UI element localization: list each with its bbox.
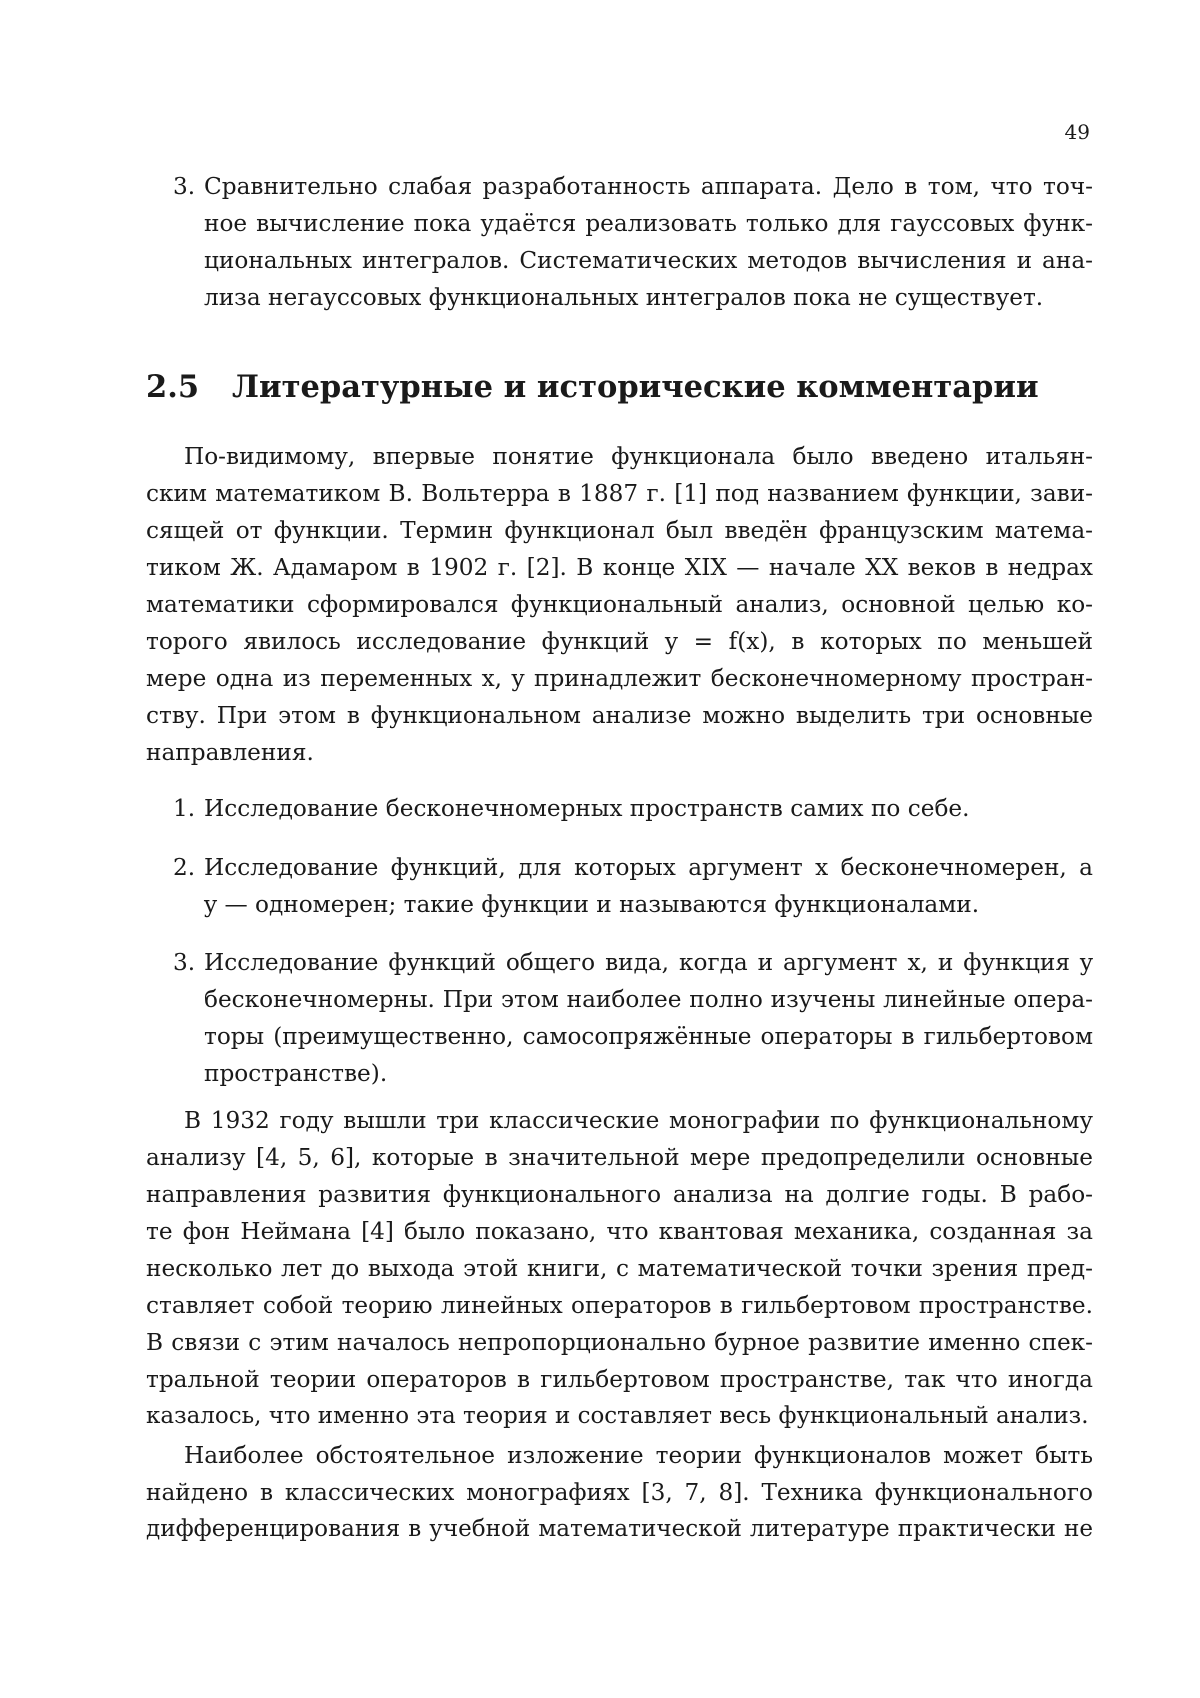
text-line: найдено в классических монографиях [3, 7, 8]. Техника функционального xyxy=(146,1479,1093,1506)
paragraph-3 xyxy=(146,1437,1093,1548)
text-line: казалось, что именно эта теория и составляет весь функциональный анализ. xyxy=(146,1403,1089,1429)
paragraph-1 xyxy=(146,438,1093,771)
text-line: сящей от функции. Термин функционал был введён французским матема- xyxy=(146,517,1093,544)
directions-list-item-2 xyxy=(146,849,1093,923)
text-line: математики сформировался функциональный анализ, основной целью ко- xyxy=(146,591,1093,618)
text-line: тральной теории операторов в гильбертовом пространстве, так что иногда xyxy=(146,1366,1093,1393)
list-item-number: 2. xyxy=(173,854,196,881)
text-line: ским математиком В. Вольтерра в 1887 г. [1] под названием функции, зави- xyxy=(146,480,1093,507)
text-line: направления. xyxy=(146,739,314,766)
text-line: ное вычисление пока удаётся реализовать только для гауссовых функ- xyxy=(204,210,1093,237)
text-line: пространстве). xyxy=(204,1060,388,1087)
text-line: направления развития функционального анализа на долгие годы. В рабо- xyxy=(146,1181,1093,1208)
list-item-number: 3. xyxy=(173,949,196,976)
text-line: лиза негауссовых функциональных интегралов пока не существует. xyxy=(204,284,1044,311)
text-line: анализу [4, 5, 6], которые в значительной мере предопределили основные xyxy=(146,1144,1093,1171)
text-line: ству. При этом в функциональном анализе можно выделить три основные xyxy=(146,702,1093,729)
paragraph-2 xyxy=(146,1102,1093,1435)
section-heading xyxy=(146,367,1093,407)
text-line: В 1932 году вышли три классические монографии по функциональному xyxy=(184,1107,1093,1134)
text-line: В связи с этим началось непропорционально бурное развитие именно спек- xyxy=(146,1329,1093,1356)
text-line: Наиболее обстоятельное изложение теории функционалов может быть xyxy=(184,1442,1093,1469)
list-item-number: 3. xyxy=(173,173,196,200)
text-line: те фон Неймана [4] было показано, что квантовая механика, созданная за xyxy=(146,1218,1093,1245)
text-line: Исследование функций общего вида, когда и аргумент x, и функция y xyxy=(204,949,1093,976)
text-line: Исследование функций, для которых аргумент x бесконечномерен, а xyxy=(204,854,1093,881)
text-line: Исследование бесконечномерных пространств самих по себе. xyxy=(204,795,970,822)
list-item-number: 1. xyxy=(173,795,196,822)
section-number: 2.5 xyxy=(146,369,200,405)
text-line: бесконечномерны. При этом наиболее полно изучены линейные опера- xyxy=(204,986,1093,1013)
text-line: мере одна из переменных x, y принадлежит бесконечномерному простран- xyxy=(146,665,1093,692)
text-line: Сравнительно слабая разработанность аппарата. Дело в том, что точ- xyxy=(204,173,1093,200)
text-line: тиком Ж. Адамаром в 1902 г. [2]. В конце XIX — начале XX веков в недрах xyxy=(146,554,1093,581)
section-title: Литературные и исторические комментарии xyxy=(232,369,1039,405)
directions-list-item-3 xyxy=(146,944,1093,1092)
text-line: y — одномерен; такие функции и называются функционалами. xyxy=(204,891,980,918)
text-line: дифференцирования в учебной математической литературе практически не xyxy=(146,1516,1093,1542)
text-line: торы (преимущественно, самосопряжённые операторы в гильбертовом xyxy=(204,1023,1093,1050)
text-line: По-видимому, впервые понятие функционала было введено итальян- xyxy=(184,443,1093,470)
page-number: 49 xyxy=(1064,120,1090,144)
text-line: ставляет собой теорию линейных операторов в гильбертовом пространстве. xyxy=(146,1292,1093,1319)
text-line: циональных интегралов. Систематических методов вычисления и ана- xyxy=(204,247,1093,274)
top-list-item xyxy=(146,168,1093,316)
text-line: торого явилось исследование функций y = f(x), в которых по меньшей xyxy=(146,628,1093,655)
directions-list-item-1 xyxy=(146,790,1093,827)
text-line: несколько лет до выхода этой книги, с математической точки зрения пред- xyxy=(146,1255,1093,1282)
